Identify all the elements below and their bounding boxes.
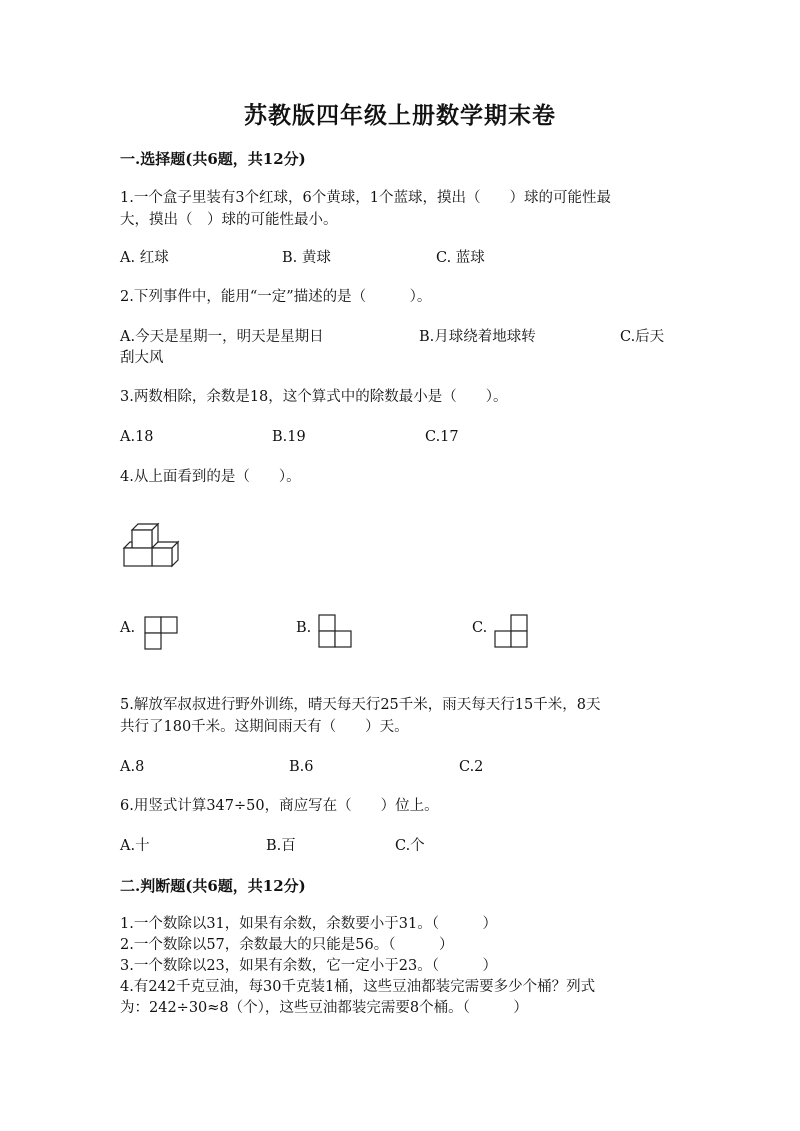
judgment-item-4-line-2: 为：242÷30≈8（个），这些豆油都装完需要8个桶。（ ）	[120, 1000, 528, 1016]
section-heading-true-false: 二.判断题(共6题，共12分)	[120, 877, 306, 895]
q2-option-c[interactable]: C.后天	[620, 329, 665, 345]
q4-option-a-figure	[144, 616, 178, 650]
q3-option-b[interactable]: B.19	[272, 429, 306, 445]
judgment-item-1: 1.一个数除以31，如果有余数，余数要小于31。（ ）	[120, 916, 497, 932]
question-2-text: 2.下列事件中，能用“一定”描述的是（ ）。	[120, 289, 432, 305]
question-1-line-2: 大，摸出（ ）球的可能性最小。	[120, 212, 338, 228]
q6-option-c[interactable]: C.个	[395, 838, 425, 854]
question-5-line-1: 5.解放军叔叔进行野外训练，晴天每天行25千米，雨天每天行15千米，8天	[120, 697, 601, 713]
question-5-line-2: 共行了180千米。这期间雨天有（ ）天。	[120, 719, 409, 735]
q2-option-b[interactable]: B.月球绕着地球转	[419, 329, 536, 345]
judgment-item-3: 3.一个数除以23，如果有余数，它一定小于23。（ ）	[120, 958, 497, 974]
cube-stack-figure	[122, 522, 180, 568]
q4-option-b-figure	[318, 614, 352, 648]
question-4-text: 4.从上面看到的是（ ）。	[120, 469, 301, 485]
judgment-item-4-line-1: 4.有242千克豆油，每30千克装1桶，这些豆油都装完需要多少个桶？列式	[120, 979, 596, 995]
q6-option-a[interactable]: A.十	[120, 838, 150, 854]
q2-option-a[interactable]: A.今天是星期一，明天是星期日	[120, 329, 324, 345]
q2-option-c-continued: 刮大风	[120, 350, 164, 366]
q3-option-a[interactable]: A.18	[120, 429, 154, 445]
q3-option-c[interactable]: C.17	[425, 429, 459, 445]
question-6-text: 6.用竖式计算347÷50，商应写在（ ）位上。	[120, 798, 439, 814]
q4-option-c-figure	[494, 614, 528, 648]
q1-option-a[interactable]: A. 红球	[120, 250, 169, 266]
q1-option-c[interactable]: C. 蓝球	[436, 250, 485, 266]
question-3-text: 3.两数相除，余数是18，这个算式中的除数最小是（ ）。	[120, 389, 508, 405]
q5-option-c[interactable]: C.2	[459, 759, 484, 775]
q6-option-b[interactable]: B.百	[266, 838, 296, 854]
q4-option-c[interactable]: C.	[472, 620, 488, 636]
question-1-line-1: 1.一个盒子里装有3个红球，6个黄球，1个蓝球，摸出（ ）球的可能性最	[120, 190, 612, 206]
judgment-item-2: 2.一个数除以57，余数最大的只能是56。（ ）	[120, 937, 454, 953]
q1-option-b[interactable]: B. 黄球	[282, 250, 331, 266]
page-title: 苏教版四年级上册数学期末卷	[244, 102, 556, 129]
section-heading-choice: 一.选择题(共6题，共12分)	[120, 150, 306, 168]
q4-option-a[interactable]: A.	[120, 620, 136, 636]
q5-option-a[interactable]: A.8	[120, 759, 145, 775]
q4-option-b[interactable]: B.	[296, 620, 312, 636]
q5-option-b[interactable]: B.6	[289, 759, 314, 775]
